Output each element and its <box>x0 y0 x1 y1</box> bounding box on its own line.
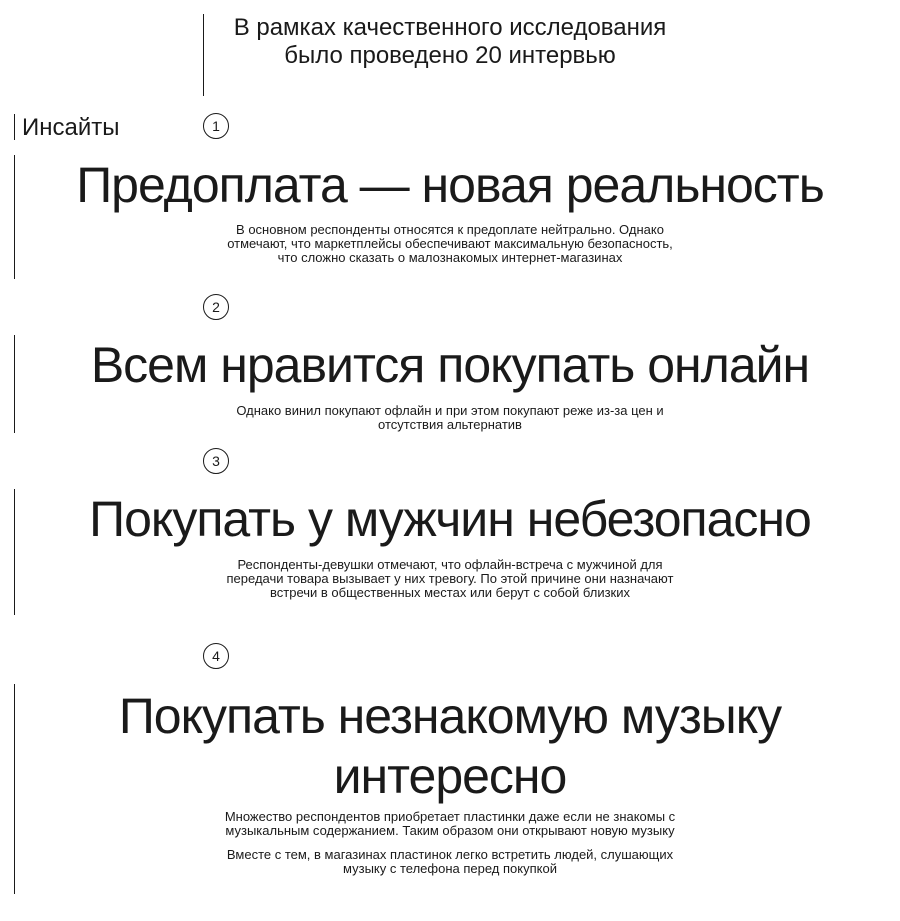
insight-4-divider <box>14 684 15 894</box>
insight-3-paragraph: Респонденты-девушки отмечают, что офлайн-встреча с мужчиной для передачи товара вызывает у них тревогу. По этой причине они назначают встречи в общественных местах или берут с собой близких <box>226 557 674 600</box>
insight-4-paragraph-2: Вместе с тем, в магазинах пластинок легко встретить людей, слушающих музыку с телефона перед покупкой <box>226 847 674 876</box>
insight-4-text <box>220 810 680 876</box>
insight-2-text <box>220 404 680 432</box>
insight-2-number-badge: 2 <box>203 294 229 320</box>
insight-4-paragraph-1: Множество респондентов приобретает пластинки даже если не знакомы с музыкальным содержанием. Таким образом они открывают новую музыку <box>224 809 676 838</box>
insight-4-number-badge: 4 <box>203 643 229 669</box>
insight-2-title: Всем нравится покупать онлайн <box>90 337 810 393</box>
insight-1-text <box>220 223 680 265</box>
insight-2-paragraph: Однако винил покупают офлайн и при этом покупают реже из-за цен и отсутствия альтернатив <box>236 403 664 432</box>
insight-1-paragraph: В основном респонденты относятся к предоплате нейтрально. Однако отмечают, что маркетплейсы обеспечивают максимальную безопасность, что сложно сказать о малознакомых интернет-магазинах <box>227 222 673 265</box>
intro-divider <box>203 14 204 96</box>
insight-3-title: Покупать у мужчин небезопасно <box>89 491 811 547</box>
section-label-divider <box>14 114 15 140</box>
insight-3-number-badge: 3 <box>203 448 229 474</box>
insight-3-text <box>220 558 680 600</box>
insight-1-title: Предоплата — новая реальность <box>76 157 824 213</box>
intro-text: В рамках качественного исследования было проведено 20 интервью <box>233 14 667 69</box>
section-label: Инсайты <box>22 114 120 141</box>
insight-1-number-badge: 1 <box>203 113 229 139</box>
insight-4-title: Покупать незнакомую музыку интересно <box>118 688 782 804</box>
